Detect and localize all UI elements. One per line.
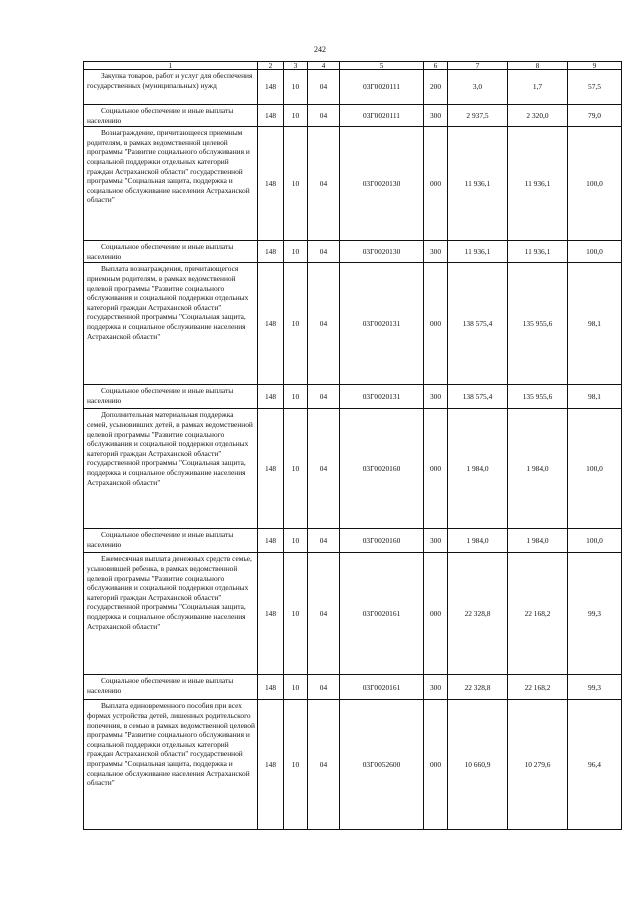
cell-target-code: 03Г0020161	[340, 675, 424, 700]
cell-admin-code: 148	[258, 70, 284, 105]
cell-expense-type: 000	[424, 409, 448, 529]
cell-executed: 1 984,0	[508, 529, 568, 553]
row-name-text: Социальное обеспечение и иные выплаты населению	[87, 242, 234, 261]
cell-subsection: 04	[308, 241, 340, 263]
cell-subsection: 04	[308, 700, 340, 830]
cell-executed: 22 168,2	[508, 553, 568, 675]
row-name-text: Закупка товаров, работ и услуг для обеспечения государственных (муниципальных) нужд	[87, 71, 253, 90]
table-row	[84, 553, 622, 675]
cell-subsection: 04	[308, 409, 340, 529]
cell-section: 10	[284, 385, 308, 409]
cell-target-code: 03Г0052600	[340, 700, 424, 830]
cell-expense-type: 000	[424, 263, 448, 385]
cell-target-code: 03Г0020111	[340, 70, 424, 105]
table-row	[84, 241, 622, 263]
cell-target-code: 03Г0020111	[340, 105, 424, 127]
header-row	[84, 62, 622, 70]
col-header-4: 4	[308, 62, 340, 70]
cell-section: 10	[284, 105, 308, 127]
table-row	[84, 385, 622, 409]
budget-table	[83, 61, 622, 830]
cell-target-code: 03Г0020160	[340, 409, 424, 529]
row-name-text: Социальное обеспечение и иные выплаты населению	[87, 676, 234, 695]
cell-admin-code: 148	[258, 409, 284, 529]
cell-subsection: 04	[308, 70, 340, 105]
cell-section: 10	[284, 127, 308, 241]
cell-subsection: 04	[308, 105, 340, 127]
cell-section: 10	[284, 409, 308, 529]
col-header-8: 8	[508, 62, 568, 70]
cell-expense-type: 000	[424, 553, 448, 675]
row-name	[84, 553, 258, 675]
cell-expense-type: 300	[424, 675, 448, 700]
cell-executed: 135 955,6	[508, 263, 568, 385]
row-name	[84, 70, 258, 105]
cell-expense-type: 300	[424, 105, 448, 127]
cell-percent: 100,0	[568, 529, 622, 553]
cell-section: 10	[284, 529, 308, 553]
cell-executed: 2 320,0	[508, 105, 568, 127]
cell-expense-type: 300	[424, 385, 448, 409]
cell-subsection: 04	[308, 553, 340, 675]
cell-percent: 98,1	[568, 263, 622, 385]
cell-expense-type: 300	[424, 529, 448, 553]
cell-expense-type: 000	[424, 700, 448, 830]
cell-target-code: 03Г0020130	[340, 127, 424, 241]
cell-section: 10	[284, 241, 308, 263]
cell-admin-code: 148	[258, 241, 284, 263]
table-row	[84, 127, 622, 241]
cell-expense-type: 200	[424, 70, 448, 105]
cell-admin-code: 148	[258, 529, 284, 553]
cell-percent: 100,0	[568, 409, 622, 529]
cell-percent: 96,4	[568, 700, 622, 830]
table-row	[84, 529, 622, 553]
cell-section: 10	[284, 263, 308, 385]
cell-planned: 11 936,1	[448, 241, 508, 263]
cell-planned: 2 937,5	[448, 105, 508, 127]
cell-executed: 11 936,1	[508, 241, 568, 263]
table-row	[84, 700, 622, 830]
row-name-text: Ежемесячная выплата денежных средств семье, усыновившей ребенка, в рамках ведомственной целевой программы "Развитие социального обслуживания и социальной поддержки отдельных категорий граждан Астраханской области" государственной программы "Социальная защита, поддержка и социальное обслуживание населения Астраханской области"	[87, 554, 252, 631]
row-name	[84, 263, 258, 385]
col-header-6: 6	[424, 62, 448, 70]
row-name	[84, 105, 258, 127]
cell-planned: 138 575,4	[448, 385, 508, 409]
cell-percent: 98,1	[568, 385, 622, 409]
row-name-text: Вознаграждение, причитающееся приемным родителям, в рамках ведомственной целевой программы "Развитие социального обслуживания и социальной поддержки отдельных категорий граждан Астраханской области" государственной программы "Социальная защита, поддержка и социальное обслуживание населения Астраханской области"	[87, 128, 250, 205]
cell-planned: 3,0	[448, 70, 508, 105]
cell-expense-type: 000	[424, 127, 448, 241]
row-name	[84, 409, 258, 529]
row-name-text: Выплата единовременного пособия при всех формах устройства детей, лишенных родительского попечения, в семью в рамках ведомственной целевой программы "Развитие социального обслуживания и социальной поддержки отдельных категорий граждан Астраханской области" государственной программы "Социальная защита, поддержка и социальное обслуживание населения Астраханской области"	[87, 701, 255, 788]
cell-executed: 1,7	[508, 70, 568, 105]
cell-percent: 100,0	[568, 241, 622, 263]
cell-subsection: 04	[308, 529, 340, 553]
cell-percent: 100,0	[568, 127, 622, 241]
cell-section: 10	[284, 675, 308, 700]
row-name	[84, 529, 258, 553]
row-name-text: Социальное обеспечение и иные выплаты населению	[87, 386, 234, 405]
cell-admin-code: 148	[258, 700, 284, 830]
cell-executed: 22 168,2	[508, 675, 568, 700]
cell-planned: 138 575,4	[448, 263, 508, 385]
cell-executed: 1 984,0	[508, 409, 568, 529]
cell-section: 10	[284, 700, 308, 830]
cell-target-code: 03Г0020131	[340, 263, 424, 385]
table-row	[84, 409, 622, 529]
cell-admin-code: 148	[258, 105, 284, 127]
col-header-9: 9	[568, 62, 622, 70]
cell-subsection: 04	[308, 385, 340, 409]
cell-subsection: 04	[308, 675, 340, 700]
cell-percent: 79,0	[568, 105, 622, 127]
col-header-7: 7	[448, 62, 508, 70]
cell-admin-code: 148	[258, 553, 284, 675]
cell-planned: 22 328,8	[448, 675, 508, 700]
row-name	[84, 675, 258, 700]
cell-planned: 11 936,1	[448, 127, 508, 241]
table-row	[84, 105, 622, 127]
table-row	[84, 70, 622, 105]
cell-executed: 11 936,1	[508, 127, 568, 241]
cell-section: 10	[284, 553, 308, 675]
cell-percent: 99,3	[568, 553, 622, 675]
cell-admin-code: 148	[258, 675, 284, 700]
cell-executed: 135 955,6	[508, 385, 568, 409]
col-header-2: 2	[258, 62, 284, 70]
cell-percent: 57,5	[568, 70, 622, 105]
row-name	[84, 385, 258, 409]
row-name-text: Социальное обеспечение и иные выплаты населению	[87, 106, 234, 125]
cell-target-code: 03Г0020161	[340, 553, 424, 675]
cell-subsection: 04	[308, 127, 340, 241]
col-header-3: 3	[284, 62, 308, 70]
cell-subsection: 04	[308, 263, 340, 385]
cell-executed: 10 279,6	[508, 700, 568, 830]
cell-planned: 1 984,0	[448, 529, 508, 553]
page-number: 242	[314, 45, 326, 54]
cell-planned: 22 328,8	[448, 553, 508, 675]
cell-target-code: 03Г0020131	[340, 385, 424, 409]
cell-expense-type: 300	[424, 241, 448, 263]
table-row	[84, 675, 622, 700]
row-name	[84, 241, 258, 263]
col-header-5: 5	[340, 62, 424, 70]
cell-target-code: 03Г0020130	[340, 241, 424, 263]
row-name-text: Выплата вознаграждения, причитающегося приемным родителям, в рамках ведомственной целевой программы "Развитие социального обслуживания и социальной поддержки отдельных категорий граждан Астраханской области" государственной программы "Социальная защита, поддержка и социальное обслуживание населения Астраханской области"	[87, 264, 249, 341]
row-name-text: Социальное обеспечение и иные выплаты населению	[87, 530, 234, 549]
table-row	[84, 263, 622, 385]
row-name	[84, 700, 258, 830]
col-header-1: 1	[84, 62, 258, 70]
row-name	[84, 127, 258, 241]
cell-target-code: 03Г0020160	[340, 529, 424, 553]
cell-percent: 99,3	[568, 675, 622, 700]
row-name-text: Дополнительная материальная поддержка семей, усыновивших детей, в рамках ведомственной целевой программы "Развитие социального обслуживания и социальной поддержки отдельных категорий граждан Астраханской области" государственной программы "Социальная защита, поддержка и социальное обслуживание населения Астраханской области"	[87, 410, 253, 487]
cell-admin-code: 148	[258, 263, 284, 385]
cell-planned: 1 984,0	[448, 409, 508, 529]
cell-admin-code: 148	[258, 127, 284, 241]
cell-admin-code: 148	[258, 385, 284, 409]
cell-planned: 10 660,9	[448, 700, 508, 830]
cell-section: 10	[284, 70, 308, 105]
